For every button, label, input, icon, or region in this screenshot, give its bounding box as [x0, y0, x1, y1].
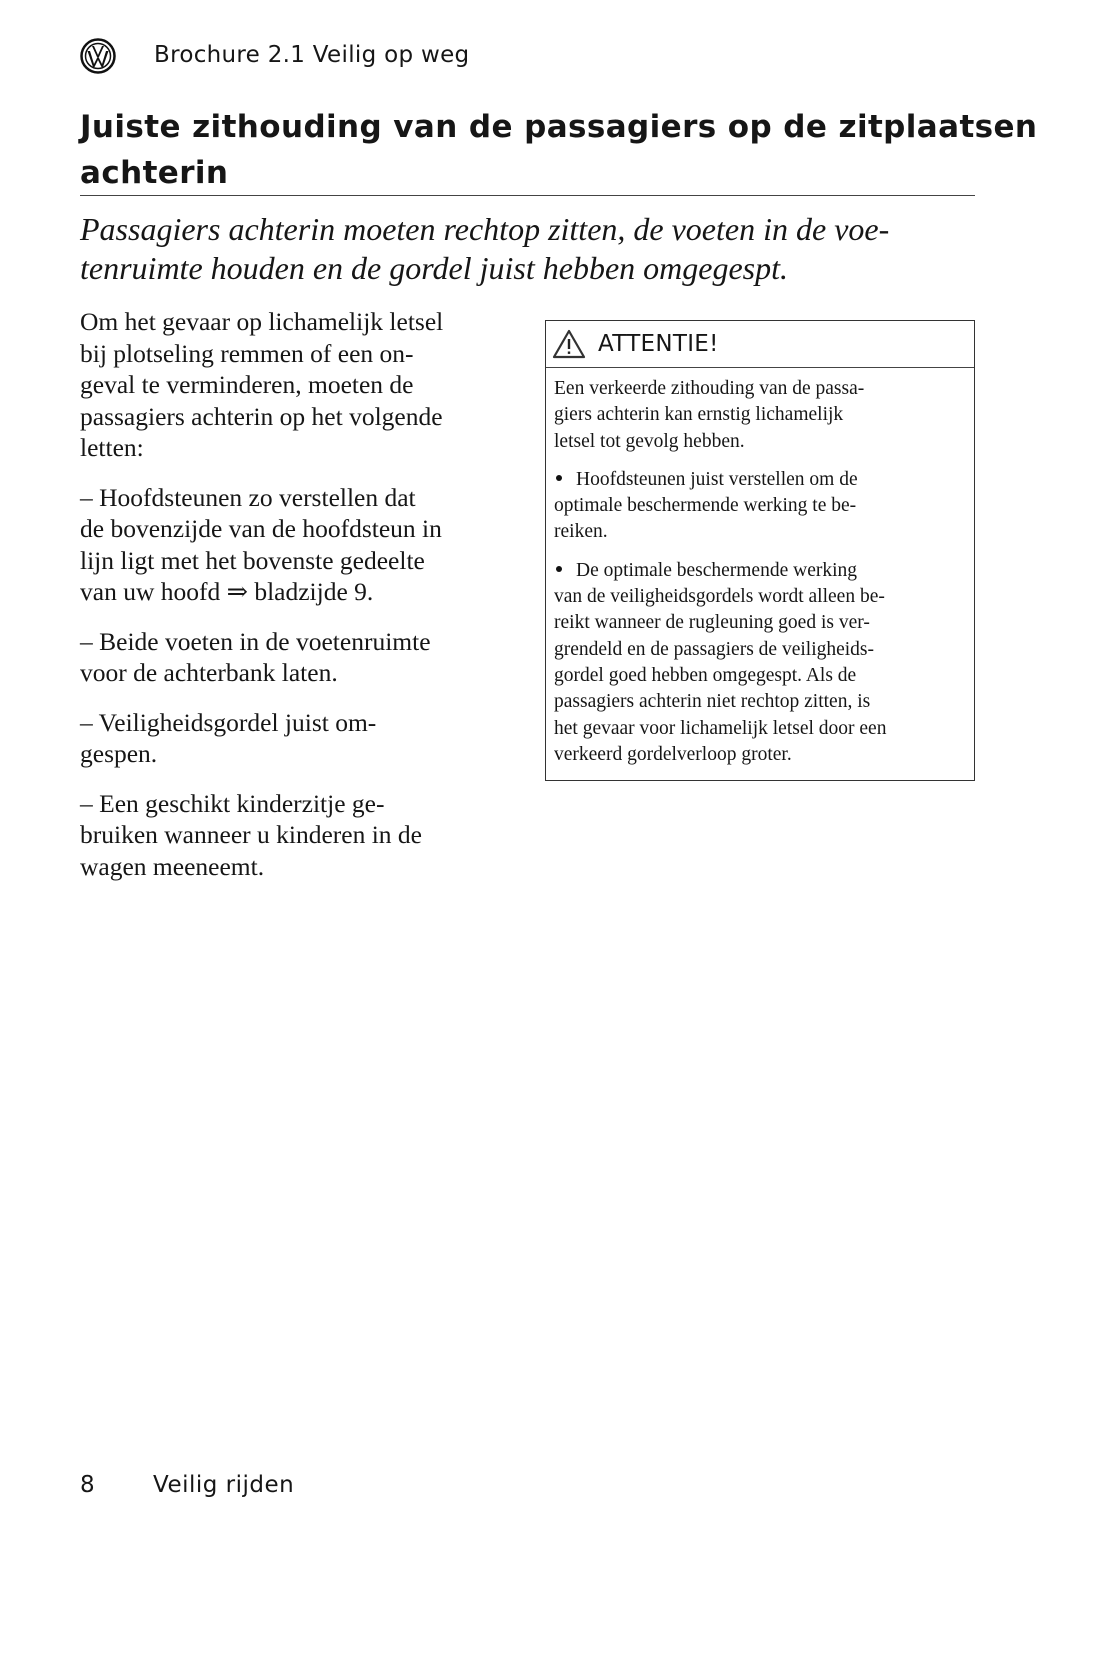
text-line: van de veiligheidsgordels wordt alleen be-	[554, 586, 885, 608]
text-line: – Hoofdsteunen zo verstellen dat	[80, 482, 416, 512]
text-line: bij plotseling remmen of een on-	[80, 338, 414, 368]
body-text	[80, 306, 520, 900]
title-line: Juiste zithouding van de passagiers op de zitplaatsen	[80, 109, 1038, 145]
text-line: het gevaar voor lichamelijk letsel door een	[554, 717, 887, 739]
text-line: gordel goed hebben omgegespt. Als de	[554, 664, 857, 686]
text-line: verkeerd gordelverloop groter.	[554, 743, 792, 765]
page-title	[80, 104, 1037, 196]
text-line: van uw hoofd ⇒ bladzijde 9.	[80, 577, 374, 606]
text-line: Een verkeerde zithouding van de passa-	[554, 378, 865, 399]
paragraph	[80, 482, 520, 608]
vw-logo-icon	[80, 38, 116, 74]
bullet-icon	[556, 475, 562, 481]
warning-box	[545, 320, 975, 781]
text-line: grendeld en de passagiers de veiligheids-	[554, 638, 875, 660]
section-header: Brochure 2.1 Veilig op weg	[154, 42, 470, 68]
warning-title: ATTENTIE!	[598, 331, 719, 357]
warning-bullet-item	[554, 558, 966, 768]
text-line: optimale beschermende werking te be-	[554, 495, 857, 517]
text-line	[554, 558, 966, 584]
text-line: wagen meeneemt.	[80, 851, 265, 881]
text-line: gespen.	[80, 739, 158, 768]
lead-text	[80, 210, 889, 288]
text-line: – Veiligheidsgordel juist om-	[80, 707, 377, 737]
warning-bullet-item	[554, 467, 966, 546]
chapter-title: Veilig rijden	[153, 1472, 295, 1498]
text-line: Om het gevaar op lichamelijk letsel	[80, 307, 444, 336]
page-number: 8	[80, 1472, 95, 1498]
text-line: geval te verminderen, moeten de	[80, 370, 414, 399]
warning-header	[546, 321, 974, 368]
text-line: letten:	[80, 433, 144, 462]
text-line: letsel tot gevolg hebben.	[554, 430, 745, 452]
text-line: Hoofdsteunen juist verstellen om de	[576, 468, 858, 490]
text-line: De optimale beschermende werking	[576, 559, 858, 581]
warning-triangle-icon	[552, 329, 586, 359]
text-line: – Beide voeten in de voetenruimte	[80, 626, 431, 656]
text-line: lijn ligt met het bovenste gedeelte	[80, 545, 425, 575]
text-line: giers achterin kan ernstig lichamelijk	[554, 404, 844, 426]
warning-intro	[554, 376, 966, 455]
text-line: bruiken wanneer u kinderen in de	[80, 820, 422, 849]
text-line: reiken.	[554, 521, 608, 543]
text-line: voor de achterbank laten.	[80, 658, 338, 687]
lead-line: Passagiers achterin moeten rechtop zitten, de voeten in de voe-	[80, 211, 890, 247]
text-line: passagiers achterin op het volgende	[80, 401, 443, 431]
text-line: – Een geschikt kinderzitje ge-	[80, 788, 385, 818]
warning-body	[546, 368, 974, 768]
lead-line: tenruimte houden en de gordel juist hebben omgegespt.	[80, 250, 788, 286]
text-line: passagiers achterin niet rechtop zitten, is	[554, 691, 871, 713]
text-line	[554, 467, 966, 493]
paragraph	[80, 306, 520, 464]
paragraph	[80, 707, 520, 770]
paragraph	[80, 626, 520, 689]
text-line: reikt wanneer de rugleuning goed is ver-	[554, 612, 870, 634]
bullet-icon	[556, 566, 562, 572]
text-line: de bovenzijde van de hoofdsteun in	[80, 514, 442, 543]
divider	[80, 195, 975, 196]
paragraph	[80, 788, 520, 883]
title-line: achterin	[80, 155, 229, 191]
